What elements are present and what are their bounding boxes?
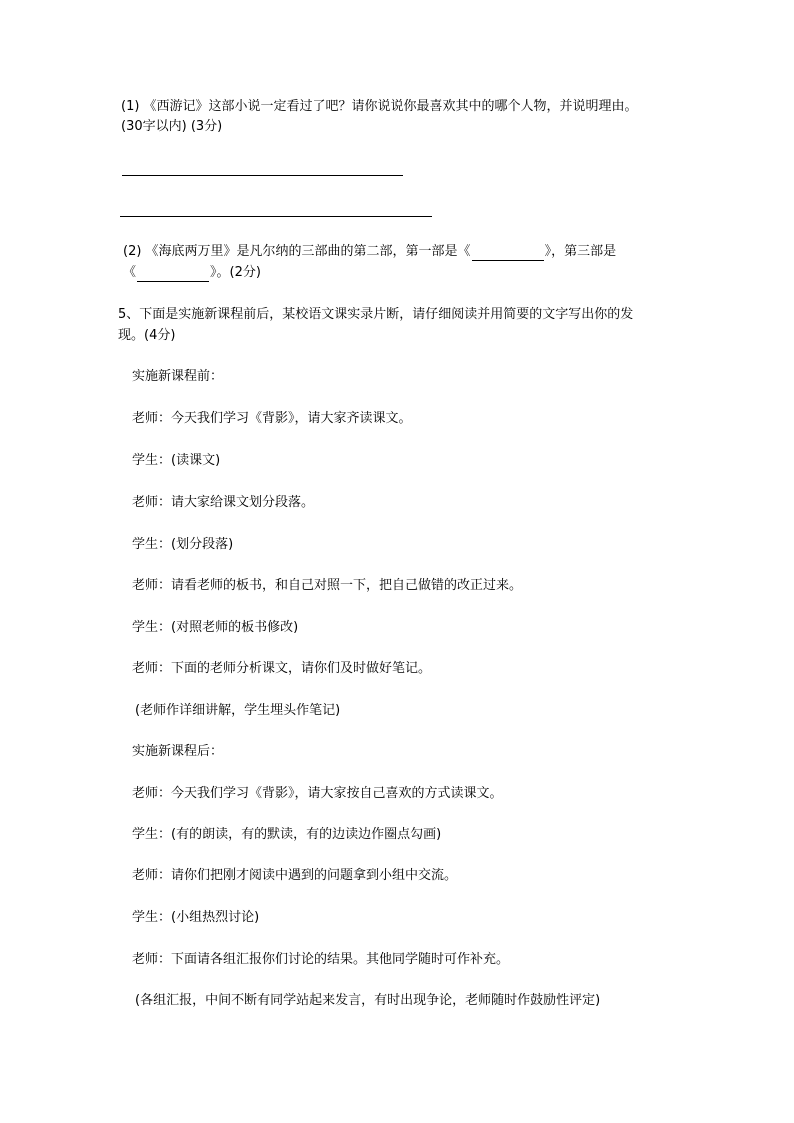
after-line-5: 老师：下面请各组汇报你们讨论的结果。其他同学随时可作补充。	[132, 952, 510, 967]
before-line-7: 老师：下面的老师分析课文，请你们及时做好笔记。	[132, 661, 432, 676]
before-line-3: 老师：请大家给课文划分段落。	[132, 495, 315, 510]
q2-text-part1: (2) 《海底两万里》是凡尔纳的三部曲的第二部，第一部是《	[123, 244, 471, 259]
after-line-4: 学生：(小组热烈讨论)	[132, 910, 260, 925]
q2-blank-third-part	[137, 267, 209, 282]
q2-text-part3: 《	[123, 265, 137, 280]
q2-blank-first-part	[472, 246, 544, 261]
before-line-4: 学生：(划分段落)	[132, 537, 234, 552]
after-line-6: (各组汇报，中间不断有同学站起来发言，有时出现争论，老师随时作鼓励性评定)	[135, 993, 601, 1008]
q2-line2	[123, 264, 261, 282]
answer-line-1	[122, 175, 403, 176]
after-line-1: 老师：今天我们学习《背影》，请大家按自己喜欢的方式读课文。	[132, 786, 503, 801]
before-heading: 实施新课程前：	[132, 369, 224, 384]
before-line-2: 学生：(读课文)	[132, 453, 221, 468]
after-heading: 实施新课程后：	[132, 744, 224, 759]
before-line-8: (老师作详细讲解，学生埋头作笔记)	[135, 703, 341, 718]
q5-line2: 现。(4分)	[118, 328, 176, 343]
q2-text-part2: 》，第三部是	[544, 244, 617, 259]
q1-line2: (30字以内) (3分)	[121, 119, 223, 134]
before-line-6: 学生：(对照老师的板书修改)	[132, 620, 299, 635]
after-line-3: 老师：请你们把刚才阅读中遇到的问题拿到小组中交流。	[132, 868, 458, 883]
before-line-1: 老师：今天我们学习《背影》，请大家齐读课文。	[132, 411, 412, 426]
answer-line-2	[120, 216, 432, 217]
q1-line1: (1) 《西游记》这部小说一定看过了吧？请你说说你最喜欢其中的哪个人物，并说明理由。	[121, 99, 638, 114]
q2-text-part4: 》。(2分)	[210, 265, 261, 280]
q2-line1	[123, 243, 616, 261]
q5-line1: 5、下面是实施新课程前后，某校语文课实录片断，请仔细阅读并用简要的文字写出你的发	[118, 307, 634, 322]
after-line-2: 学生：(有的朗读，有的默读，有的边读边作圈点勾画)	[132, 827, 442, 842]
before-line-5: 老师：请看老师的板书，和自己对照一下，把自己做错的改正过来。	[132, 578, 523, 593]
